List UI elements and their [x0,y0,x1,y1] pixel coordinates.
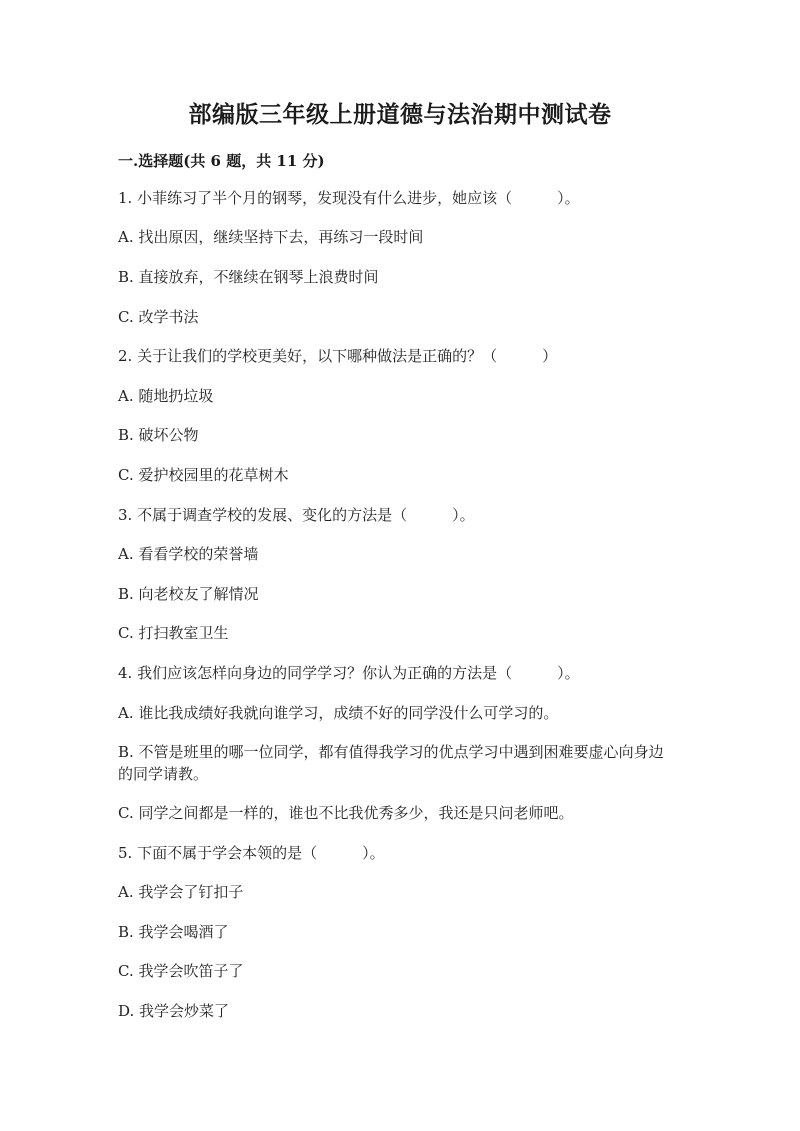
question-3-stem: 3. 不属于调查学校的发展、变化的方法是（ ）。 [118,506,475,524]
question-2-stem: 2. 关于让我们的学校更美好，以下哪种做法是正确的？（ ） [118,347,558,365]
question-4-option-b: B. 不管是班里的哪一位同学，都有值得我学习的优点学习中遇到困难要虚心向身边的同学请教。 [118,743,664,783]
question-2-option-c: C. 爱护校园里的花草树木 [118,466,289,484]
question-2-option-a: A. 随地扔垃圾 [118,387,214,405]
question-2-option-b: B. 破坏公物 [118,426,199,444]
question-3-option-a: A. 看看学校的荣誉墙 [118,545,259,563]
question-4-option-a: A. 谁比我成绩好我就向谁学习，成绩不好的同学没什么可学习的。 [118,704,559,722]
question-1-option-b: B. 直接放弃，不继续在钢琴上浪费时间 [118,268,379,286]
question-3-option-c: C. 打扫教室卫生 [118,624,229,642]
section-heading: 一.选择题(共 6 题，共 11 分) [118,152,325,170]
question-4-stem: 4. 我们应该怎样向身边的同学学习？你认为正确的方法是（ ）。 [118,664,580,682]
question-1-stem: 1. 小菲练习了半个月的钢琴，发现没有什么进步，她应该（ ）。 [118,189,580,207]
question-5-option-c: C. 我学会吹笛子了 [118,962,244,980]
question-5-stem: 5. 下面不属于学会本领的是（ ）。 [118,844,385,862]
question-1-option-c: C. 改学书法 [118,308,199,326]
question-5-option-b: B. 我学会喝酒了 [118,923,229,941]
question-5-option-d: D. 我学会炒菜了 [118,1002,230,1020]
question-1-option-a: A. 找出原因，继续坚持下去，再练习一段时间 [118,228,424,246]
question-3-option-b: B. 向老校友了解情况 [118,585,259,603]
question-5-option-a: A. 我学会了钉扣子 [118,883,244,901]
page-title: 部编版三年级上册道德与法治期中测试卷 [188,101,612,128]
question-4-option-c: C. 同学之间都是一样的，谁也不比我优秀多少，我还是只问老师吧。 [118,804,574,822]
